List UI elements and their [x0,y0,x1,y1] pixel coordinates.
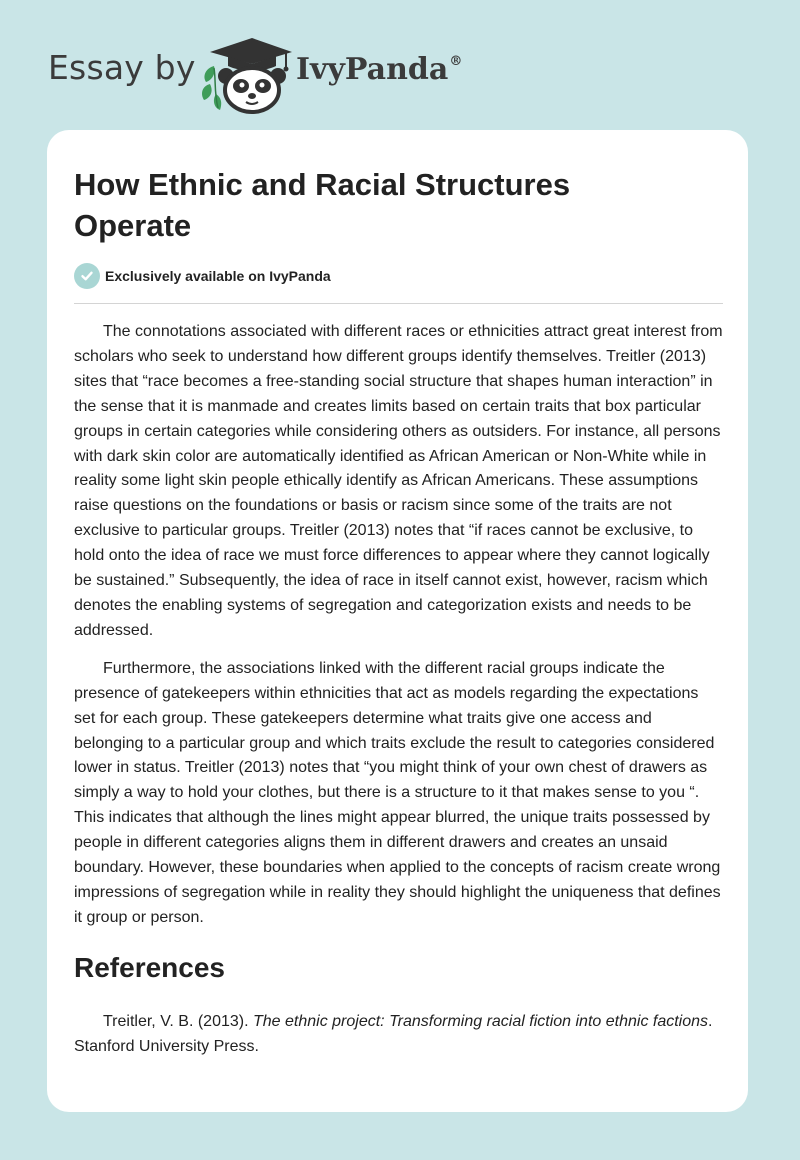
paragraph: Furthermore, the associations linked with the different racial groups indicate the presence of gatekeepers within ethnicities that act as models regarding the expectations set for each group. These gatekeepers determine what traits give one access and belonging to a particular group and which traits exclude the result to categories considered lower in status. Treitler (2013) notes that “you might think of your own chest of drawers as simply a way to hold your clothes, but there is a structure to it that makes sense to you “. This indicates that although the lines might appear blurred, the unique traits possessed by people in different categories aligns them in different drawers and creates an unsaid boundary. However, these boundaries when applied to the concepts of racism create wrong impressions of segregation while in reality they should highlight the uniqueness that defines it group or person. [74,659,721,926]
registered-mark: ® [449,54,463,69]
brand-label: IvyPanda [296,52,449,87]
essay-by-label: Essay by [48,48,196,87]
reference-entry [74,1010,724,1060]
paragraph: The connotations associated with different races or ethnicities attract great interest from scholars who seek to understand how different groups identify themselves. Treitler (2013) sites that “race becomes a free-standing social structure that shapes human interaction” in the sense that it is manmade and creates limits based on certain traits that box particular groups in certain categories while considering others as outsiders. For instance, all persons with dark skin color are automatically identified as African American or Non-White while in reality some light skin people ethically identify as African Americans. These assumptions raise questions on the foundations or basis or racism since some of the traits are not exclusive to particular groups. Treitler (2013) notes that “if races cannot be exclusive, to hold onto the idea of race we must force differences to appear where they cannot logically be sustained.” Subsequently, the idea of race in itself cannot exist, however, racism which denotes the enabling systems of segregation and categorization exists and needs to be addressed. [74,323,723,639]
reference-publisher: . Stanford University Press. [74,1013,713,1055]
essay-body [74,320,724,944]
page-title: How Ethnic and Racial Structures Operate [74,167,571,243]
page-header [0,0,800,130]
article-card [47,130,748,1112]
checkmark-icon [74,263,100,289]
reference-author: Treitler, V. B. (2013). [103,1013,253,1030]
exclusive-label: Exclusively available on IvyPanda [105,268,331,284]
reference-title: The ethnic project: Transforming racial fiction into ethnic factions [253,1013,709,1030]
panda-logo-icon[interactable] [196,36,292,114]
references-heading: References [74,952,225,983]
exclusive-badge [74,263,331,289]
divider [74,303,723,304]
brand-name[interactable] [296,52,462,87]
